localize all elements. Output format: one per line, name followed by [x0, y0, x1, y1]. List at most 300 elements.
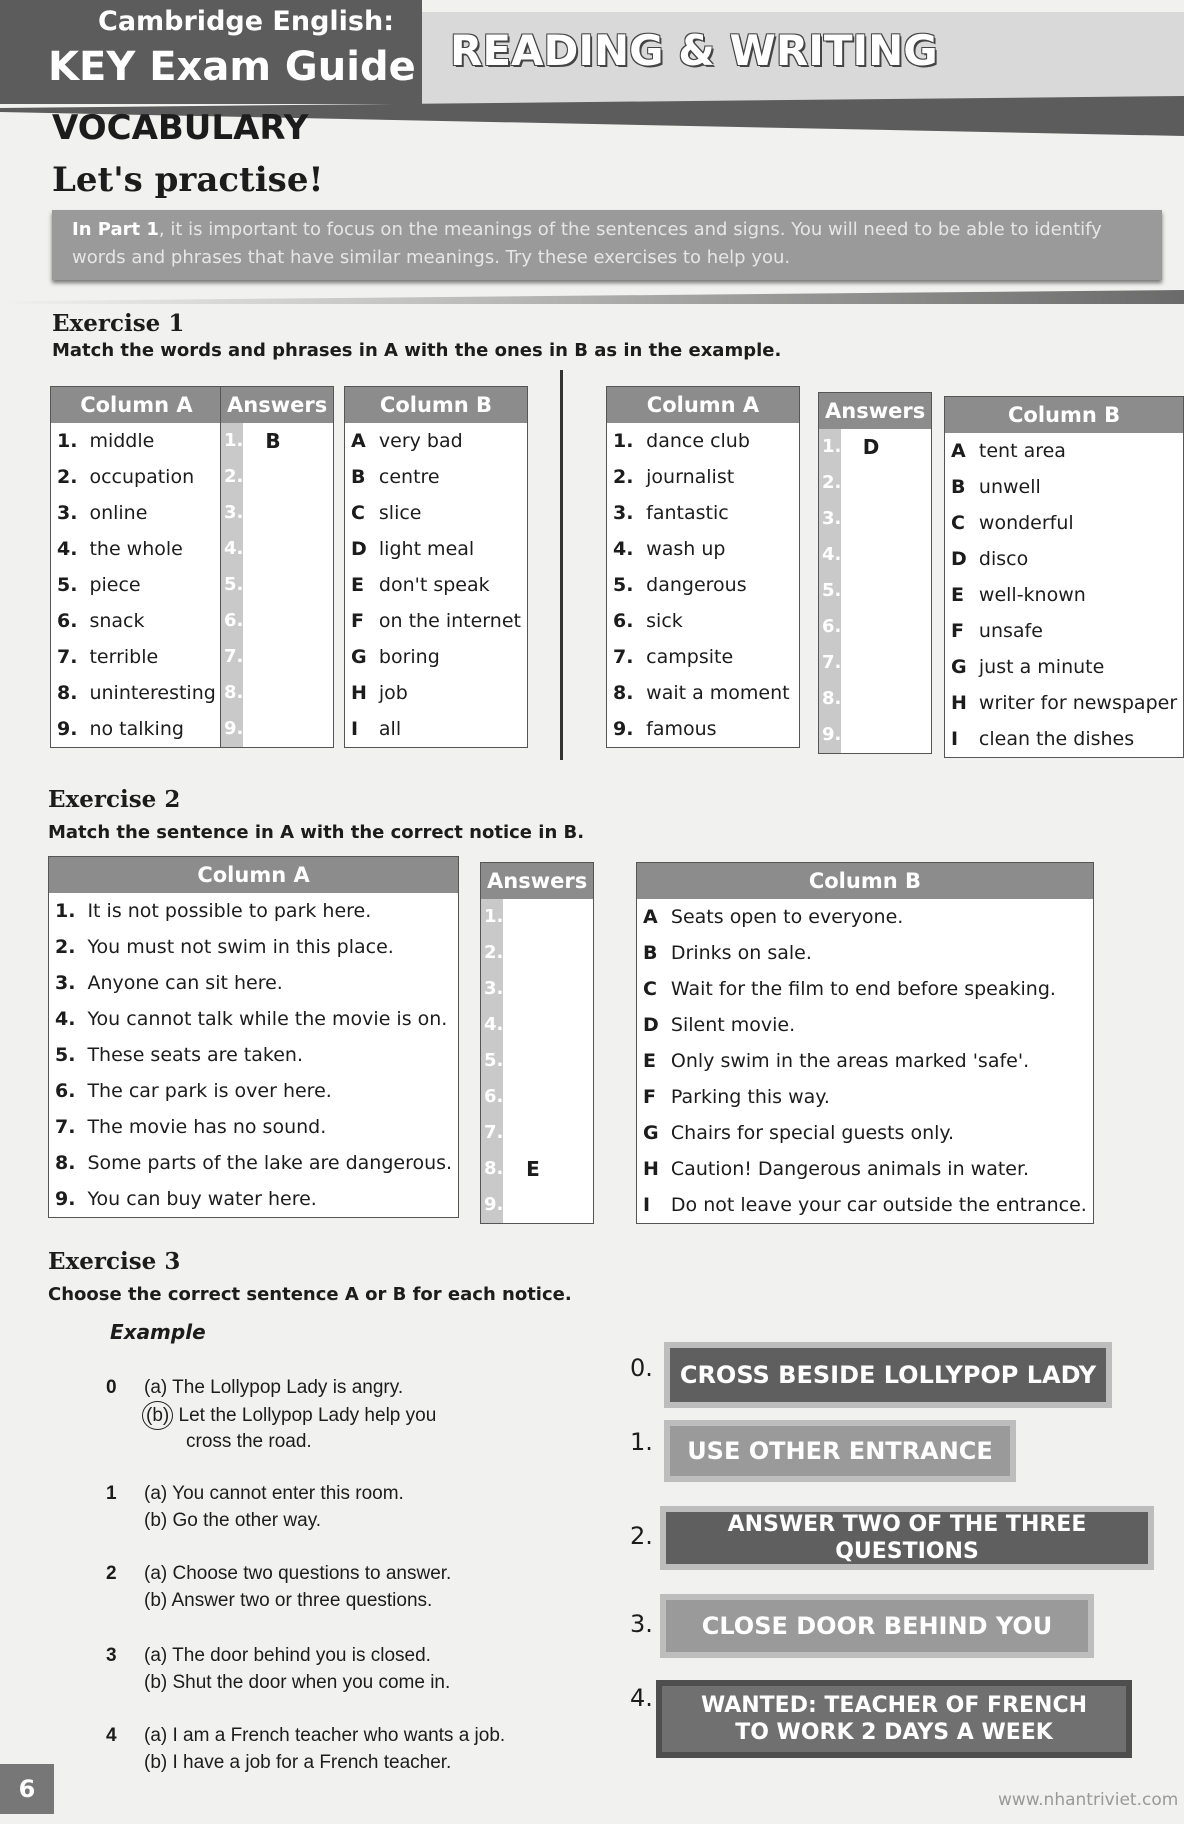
table-row — [51, 495, 223, 531]
answer-number: 5. — [819, 573, 841, 609]
item-number: 2. — [613, 466, 634, 488]
ex3-item-3 — [106, 1642, 546, 1702]
item-text: Wait for the film to end before speaking. — [670, 978, 1056, 1000]
item-letter: C — [951, 512, 965, 534]
item-text: snack — [89, 610, 145, 632]
item-number: 2. — [55, 936, 76, 958]
ex3-option-a: (a) Choose two questions to answer. — [144, 1563, 452, 1584]
item-number: 1. — [57, 430, 78, 452]
banner-line1: , it is important to focus on the meanings of the sentences and signs. You will need to be able to identify — [158, 219, 1102, 240]
ex2-column-a — [48, 856, 459, 1218]
item-number: 8. — [55, 1152, 76, 1174]
answer-number: 8. — [819, 681, 841, 717]
ex3-example-label: Example — [110, 1320, 206, 1344]
table-row — [345, 711, 528, 748]
ex3-option-b: Let the Lollypop Lady help you — [178, 1405, 437, 1426]
ex1-left-column-a — [50, 386, 223, 748]
item-text: centre — [378, 466, 440, 488]
answer-cell[interactable] — [221, 639, 334, 675]
table-row — [51, 711, 223, 748]
item-number: 6. — [55, 1080, 76, 1102]
answer-row — [819, 573, 932, 609]
notice-number: 3. — [630, 1610, 653, 1638]
item-letter: H — [951, 692, 967, 714]
item-text: The car park is over here. — [87, 1080, 332, 1102]
section-header — [422, 12, 1184, 104]
item-number: 9. — [55, 1188, 76, 1210]
table-row — [945, 613, 1184, 649]
table-row — [945, 721, 1184, 758]
ex3-item-number: 3 — [106, 1645, 117, 1666]
answer-number: 9. — [221, 711, 243, 747]
ex1-right-column-b — [944, 396, 1184, 758]
table-row — [345, 459, 528, 495]
answer-cell[interactable] — [481, 1187, 594, 1224]
item-text: clean the dishes — [978, 728, 1135, 750]
item-number: 8. — [613, 682, 634, 704]
answer-number: 8. — [481, 1151, 503, 1187]
table-row — [51, 531, 223, 567]
page-title: VOCABULARY — [52, 108, 309, 148]
table-row — [945, 469, 1184, 505]
item-letter: D — [643, 1014, 659, 1036]
item-text: tent area — [978, 440, 1066, 462]
table-row — [945, 577, 1184, 613]
ex1-title: Exercise 1 — [52, 310, 185, 337]
notice-0 — [664, 1342, 1112, 1408]
ex3-item-4 — [106, 1722, 566, 1782]
table-row — [637, 971, 1094, 1007]
item-text: Caution! Dangerous animals in water. — [670, 1158, 1030, 1180]
answer-row — [819, 501, 932, 537]
answer-row — [481, 1187, 594, 1224]
table-row — [49, 965, 459, 1001]
notice-4-inner — [662, 1686, 1126, 1752]
item-letter: B — [351, 466, 366, 488]
item-text: all — [378, 718, 402, 740]
ex3-item-number: 2 — [106, 1563, 117, 1584]
item-text: Chairs for special guests only. — [670, 1122, 954, 1144]
table-row — [607, 423, 800, 459]
ex2-col-b-header: Column B — [637, 863, 1094, 900]
item-text: terrible — [89, 646, 159, 668]
ex1-right-column-a — [606, 386, 800, 748]
item-number: 3. — [55, 972, 76, 994]
table-row — [637, 1187, 1094, 1224]
item-letter: H — [643, 1158, 659, 1180]
item-number: 9. — [613, 718, 634, 740]
answer-cell[interactable] — [819, 537, 932, 573]
item-number: 8. — [57, 682, 78, 704]
answer-row — [221, 639, 334, 675]
table-row — [637, 1151, 1094, 1187]
table-row — [945, 433, 1184, 469]
table-row — [945, 685, 1184, 721]
item-text: The movie has no sound. — [87, 1116, 327, 1138]
table-row — [637, 1079, 1094, 1115]
table-row — [945, 649, 1184, 685]
item-text: online — [89, 502, 148, 524]
notice-text: USE OTHER ENTRANCE — [670, 1426, 1010, 1476]
ex3-item-number: 4 — [106, 1725, 117, 1746]
ex3-option-a: (a) The door behind you is closed. — [144, 1645, 431, 1666]
item-letter: A — [951, 440, 966, 462]
answer-row — [221, 603, 334, 639]
item-number: 2. — [57, 466, 78, 488]
notice-number: 2. — [630, 1522, 653, 1550]
ex2-answers — [480, 862, 594, 1224]
ex2-title: Exercise 2 — [48, 786, 181, 813]
notice-2 — [660, 1506, 1154, 1570]
item-text: dance club — [646, 430, 750, 452]
answer-cell[interactable] — [221, 567, 334, 603]
answer-row — [221, 567, 334, 603]
answer-cell[interactable] — [481, 1007, 594, 1043]
table-row — [637, 935, 1094, 971]
answer-cell[interactable] — [819, 501, 932, 537]
ex3-option-b: (b) I have a job for a French teacher. — [144, 1752, 452, 1773]
item-text: Drinks on sale. — [670, 942, 812, 964]
banner-line2: words and phrases that have similar meanings. Try these exercises to help you. — [72, 247, 791, 268]
notice-3 — [660, 1594, 1094, 1658]
item-text: occupation — [89, 466, 195, 488]
item-letter: E — [351, 574, 364, 596]
table-row — [945, 541, 1184, 577]
item-letter: F — [643, 1086, 656, 1108]
ex2-answers-header: Answers — [481, 863, 594, 900]
answer-value: D — [862, 435, 880, 459]
item-number: 4. — [613, 538, 634, 560]
ex1-right-col-b-header: Column B — [945, 397, 1184, 434]
notice-text: CLOSE DOOR BEHIND YOU — [666, 1600, 1088, 1652]
ex1-right-answers-header: Answers — [819, 393, 932, 430]
item-text: light meal — [378, 538, 475, 560]
table-row — [607, 639, 800, 675]
item-number: 7. — [57, 646, 78, 668]
answer-number: 6. — [819, 609, 841, 645]
ex3-item-0 — [106, 1374, 546, 1464]
table-row — [607, 711, 800, 748]
item-text: piece — [89, 574, 141, 596]
answer-row — [481, 1115, 594, 1151]
answer-cell[interactable] — [221, 675, 334, 711]
item-text: These seats are taken. — [87, 1044, 303, 1066]
item-text: very bad — [378, 430, 463, 452]
item-letter: D — [351, 538, 367, 560]
item-letter: A — [643, 906, 658, 928]
notice-number: 4. — [630, 1684, 653, 1712]
item-text: famous — [646, 718, 717, 740]
publisher-url: www.nhantriviet.com — [998, 1790, 1179, 1810]
answer-cell[interactable] — [221, 459, 334, 495]
item-text: unsafe — [978, 620, 1043, 642]
table-row — [51, 423, 223, 459]
item-text: It is not possible to park here. — [87, 900, 372, 922]
item-letter: I — [951, 728, 959, 750]
item-letter: C — [351, 502, 365, 524]
ex3-option-b: (b) Go the other way. — [144, 1510, 322, 1531]
answer-cell[interactable] — [221, 711, 334, 748]
item-text: unwell — [978, 476, 1041, 498]
item-letter: A — [351, 430, 366, 452]
page-subtitle: Let's practise! — [52, 160, 324, 200]
ex3-option-a: (a) The Lollypop Lady is angry. — [144, 1377, 404, 1398]
table-row — [49, 1073, 459, 1109]
notice-text-line2: TO WORK 2 DAYS A WEEK — [735, 1720, 1053, 1745]
answer-cell[interactable] — [819, 717, 932, 754]
item-text: Parking this way. — [670, 1086, 830, 1108]
ex3-option-b: (b) Shut the door when you come in. — [144, 1672, 451, 1693]
item-letter: F — [951, 620, 964, 642]
item-text: wait a moment — [646, 682, 790, 704]
ex1-left-col-a-header: Column A — [51, 387, 223, 424]
answer-row — [819, 681, 932, 717]
answer-row — [481, 899, 594, 935]
item-number: 4. — [55, 1008, 76, 1030]
table-row — [345, 567, 528, 603]
answer-cell[interactable] — [221, 495, 334, 531]
ex3-option-b-cont: cross the road. — [186, 1431, 312, 1452]
answer-cell[interactable] — [819, 429, 932, 465]
answer-number: 6. — [221, 603, 243, 639]
answer-number: 2. — [481, 935, 503, 971]
answer-cell[interactable] — [481, 1115, 594, 1151]
answer-row — [221, 495, 334, 531]
answer-row — [481, 971, 594, 1007]
item-letter: B — [951, 476, 966, 498]
answer-row — [819, 609, 932, 645]
table-row — [345, 639, 528, 675]
item-letter: G — [351, 646, 367, 668]
item-text: no talking — [89, 718, 184, 740]
item-text: Seats open to everyone. — [670, 906, 904, 928]
table-row — [637, 899, 1094, 935]
answer-row — [819, 537, 932, 573]
ex3-item-1 — [106, 1480, 546, 1540]
ex3-title: Exercise 3 — [48, 1248, 181, 1275]
item-letter: C — [643, 978, 657, 1000]
notice-text: WANTED: TEACHER OF FRENCH — [700, 1693, 1088, 1718]
answer-number: 9. — [481, 1187, 503, 1223]
item-number: 5. — [613, 574, 634, 596]
item-text: the whole — [89, 538, 183, 560]
divider — [0, 290, 1184, 304]
table-row — [607, 675, 800, 711]
item-letter: E — [643, 1050, 656, 1072]
answer-cell[interactable] — [819, 573, 932, 609]
page-number: 6 — [0, 1764, 54, 1814]
table-row — [51, 567, 223, 603]
item-text: Only swim in the areas marked 'safe'. — [670, 1050, 1030, 1072]
answer-number: 3. — [819, 501, 841, 537]
ex3-item-number: 0 — [106, 1377, 117, 1398]
answer-cell[interactable] — [481, 971, 594, 1007]
item-text: don't speak — [378, 574, 490, 596]
ex3-item-number: 1 — [106, 1483, 117, 1504]
item-number: 6. — [57, 610, 78, 632]
item-letter: I — [351, 718, 359, 740]
ex1-left-col-b-header: Column B — [345, 387, 528, 424]
table-row — [607, 567, 800, 603]
item-text: Anyone can sit here. — [87, 972, 283, 994]
ex2-instructions: Match the sentence in A with the correct notice in B. — [48, 822, 585, 843]
item-text: job — [378, 682, 408, 704]
item-number: 1. — [613, 430, 634, 452]
table-row — [51, 459, 223, 495]
table-row — [637, 1007, 1094, 1043]
table-row — [607, 603, 800, 639]
item-number: 7. — [613, 646, 634, 668]
item-number: 3. — [57, 502, 78, 524]
answer-row — [481, 1079, 594, 1115]
item-text: slice — [378, 502, 422, 524]
answer-number: 2. — [221, 459, 243, 495]
answer-number: 7. — [481, 1115, 503, 1151]
item-text: boring — [378, 646, 440, 668]
answer-cell[interactable] — [481, 1079, 594, 1115]
item-letter: H — [351, 682, 367, 704]
answer-row — [819, 645, 932, 681]
item-text: wonderful — [978, 512, 1074, 534]
notice-text: ANSWER TWO OF THE THREE QUESTIONS — [666, 1512, 1148, 1564]
table-row — [945, 505, 1184, 541]
item-text: journalist — [646, 466, 735, 488]
item-text: Do not leave your car outside the entrance. — [670, 1194, 1087, 1216]
answer-number: 7. — [221, 639, 243, 675]
answer-cell[interactable] — [819, 465, 932, 501]
table-row — [637, 1115, 1094, 1151]
item-text: middle — [89, 430, 155, 452]
answer-number: 7. — [819, 645, 841, 681]
table-row — [345, 603, 528, 639]
item-text: You cannot talk while the movie is on. — [87, 1008, 448, 1030]
table-row — [49, 1037, 459, 1073]
ex3-option-a: (a) You cannot enter this room. — [144, 1483, 404, 1504]
ex1-left-answers — [220, 386, 334, 748]
answer-cell[interactable] — [819, 609, 932, 645]
item-text: disco — [978, 548, 1029, 570]
item-letter: I — [643, 1194, 651, 1216]
answer-number: 4. — [481, 1007, 503, 1043]
table-row — [49, 1181, 459, 1218]
item-number: 5. — [55, 1044, 76, 1066]
item-text: fantastic — [646, 502, 729, 524]
item-letter: E — [951, 584, 964, 606]
guide-subtitle: Cambridge English: — [98, 6, 395, 37]
ex1-left-column-b — [344, 386, 528, 748]
answer-cell[interactable] — [481, 1151, 594, 1187]
answer-row — [481, 1007, 594, 1043]
item-letter: G — [951, 656, 967, 678]
answer-cell[interactable] — [481, 935, 594, 971]
item-number: 3. — [613, 502, 634, 524]
banner-bold: In Part 1 — [72, 219, 159, 240]
answer-number: 3. — [221, 495, 243, 531]
ex1-instructions: Match the words and phrases in A with the ones in B as in the example. — [52, 340, 782, 361]
answer-number: 1. — [819, 429, 841, 465]
table-row — [49, 1109, 459, 1145]
item-text: well-known — [978, 584, 1086, 606]
answer-cell[interactable] — [481, 1043, 594, 1079]
table-row — [345, 495, 528, 531]
table-row — [49, 893, 459, 929]
circled-answer-b: (b) — [142, 1401, 173, 1430]
answer-row — [819, 717, 932, 754]
answer-number: 2. — [819, 465, 841, 501]
item-number: 6. — [613, 610, 634, 632]
answer-number: 1. — [221, 423, 243, 459]
item-text: just a minute — [978, 656, 1105, 678]
answer-cell[interactable] — [819, 645, 932, 681]
answer-cell[interactable] — [221, 603, 334, 639]
item-number: 7. — [55, 1116, 76, 1138]
answer-number: 9. — [819, 717, 841, 753]
ex1-right-answers — [818, 392, 932, 754]
column-divider — [560, 370, 563, 760]
table-row — [51, 675, 223, 711]
answer-cell[interactable] — [481, 899, 594, 935]
answer-row — [221, 675, 334, 711]
answer-value: B — [265, 429, 281, 453]
item-letter: D — [951, 548, 967, 570]
item-text: campsite — [646, 646, 734, 668]
answer-value: E — [526, 1157, 540, 1181]
ex1-left-answers-header: Answers — [221, 387, 334, 424]
answer-number: 8. — [221, 675, 243, 711]
table-row — [607, 495, 800, 531]
item-letter: B — [643, 942, 658, 964]
answer-number: 3. — [481, 971, 503, 1007]
answer-number: 4. — [819, 537, 841, 573]
answer-number: 5. — [481, 1043, 503, 1079]
answer-number: 6. — [481, 1079, 503, 1115]
answer-row — [481, 1151, 594, 1187]
answer-number: 1. — [481, 899, 503, 935]
notice-1 — [664, 1420, 1016, 1482]
item-number: 5. — [57, 574, 78, 596]
table-row — [607, 459, 800, 495]
item-text: Some parts of the lake are dangerous. — [87, 1152, 453, 1174]
ex2-column-b — [636, 862, 1094, 1224]
table-row — [51, 603, 223, 639]
ex2-col-a-header: Column A — [49, 857, 459, 894]
table-row — [49, 929, 459, 965]
table-row — [345, 423, 528, 459]
guide-title: KEY Exam Guide — [48, 44, 416, 90]
item-letter: G — [643, 1122, 659, 1144]
ex3-item-2 — [106, 1560, 546, 1620]
item-text: dangerous — [646, 574, 747, 596]
item-text: You must not swim in this place. — [87, 936, 394, 958]
answer-number: 4. — [221, 531, 243, 567]
item-letter: F — [351, 610, 364, 632]
table-row — [51, 639, 223, 675]
ex3-option-b: (b) Answer two or three questions. — [144, 1590, 433, 1611]
answer-cell[interactable] — [221, 531, 334, 567]
answer-row — [819, 429, 932, 465]
section-header-title: READING & WRITING — [450, 26, 938, 75]
ex3-option-a: (a) I am a French teacher who wants a job. — [144, 1725, 506, 1746]
item-text: writer for newspaper — [978, 692, 1178, 714]
answer-number: 5. — [221, 567, 243, 603]
table-row — [345, 675, 528, 711]
table-row — [637, 1043, 1094, 1079]
table-row — [49, 1001, 459, 1037]
item-number: 9. — [57, 718, 78, 740]
answer-cell[interactable] — [819, 681, 932, 717]
answer-cell[interactable] — [221, 423, 334, 459]
instruction-banner — [52, 210, 1162, 280]
